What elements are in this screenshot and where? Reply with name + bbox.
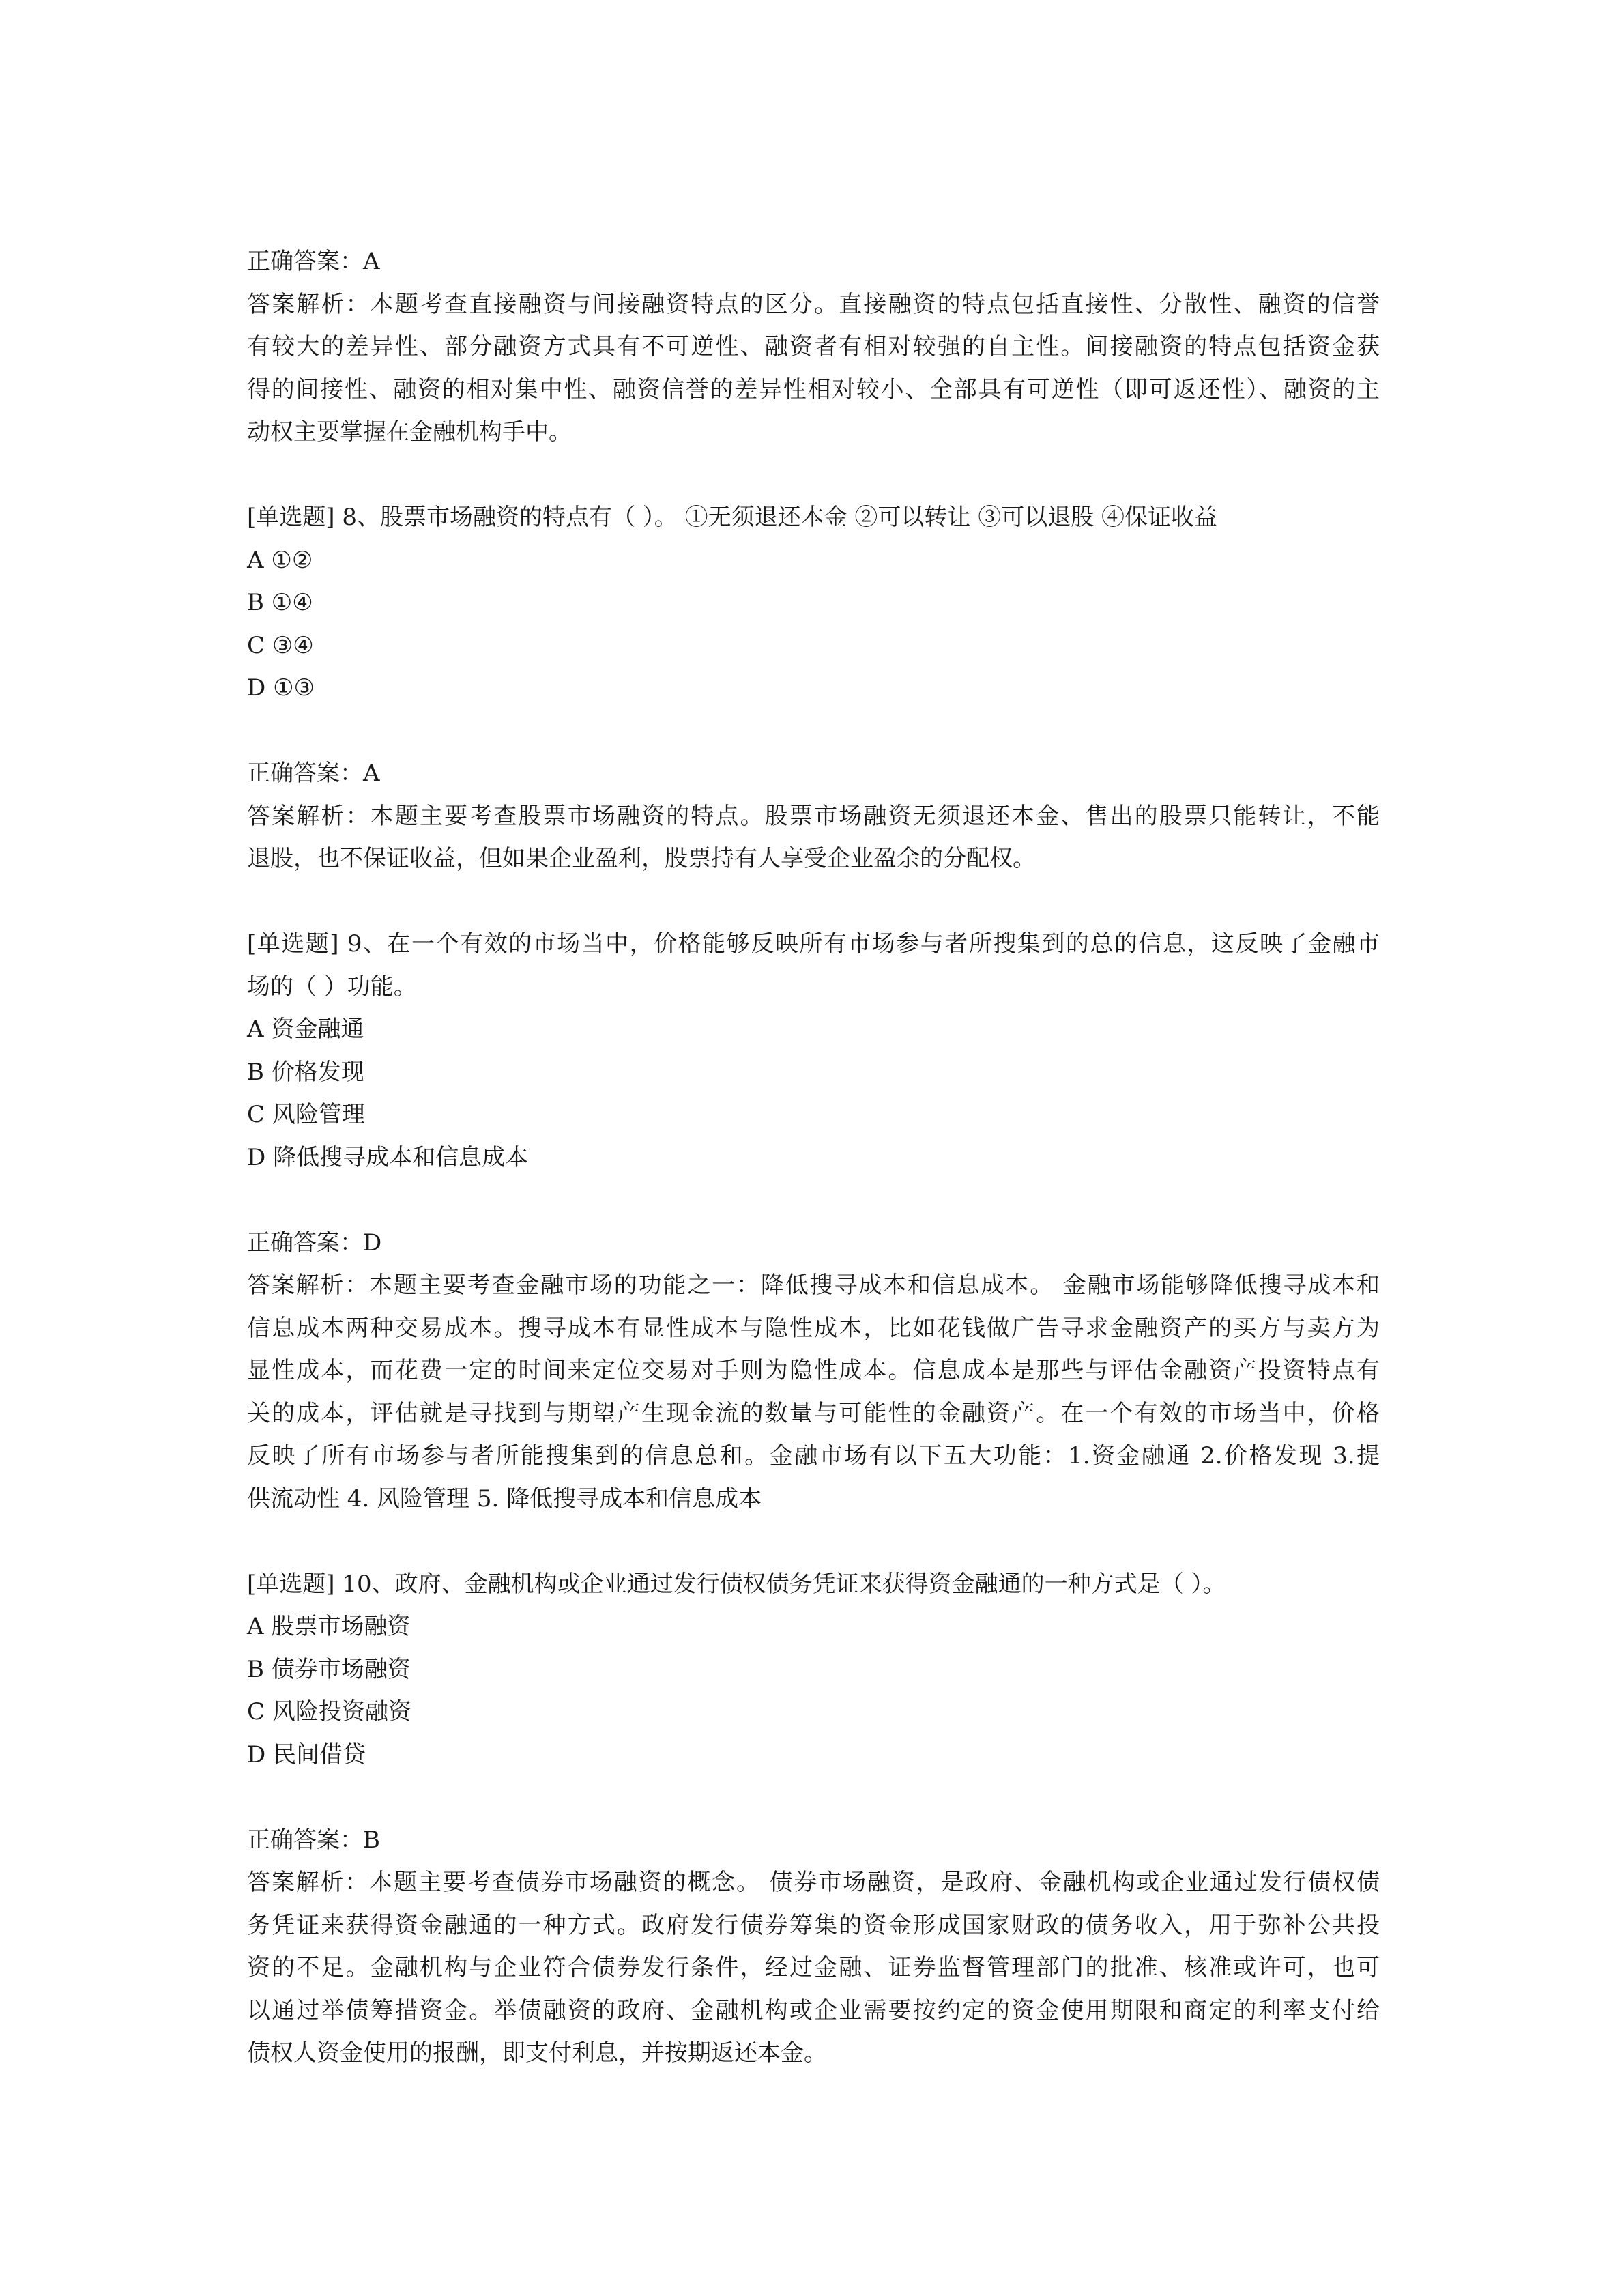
spacer bbox=[247, 454, 1380, 497]
correct-answer: 正确答案：A bbox=[247, 248, 380, 275]
option-c: C ③④ bbox=[247, 631, 314, 659]
correct-answer: 正确答案：A bbox=[247, 760, 380, 787]
analysis-line: 退股，也不保证收益，但如果企业盈利，股票持有人享受企业盈余的分配权。 bbox=[247, 845, 1036, 872]
question-text: [单选题] 10、政府、金融机构或企业通过发行债权债务凭证来获得资金融通的一种方式是（ ）。 bbox=[247, 1570, 1226, 1598]
analysis-line: 资的不足。金融机构与企业符合债券发行条件，经过金融、证券监督管理部门的批准、核准或许可，也可 bbox=[247, 1954, 1380, 1981]
spacer bbox=[247, 1776, 1380, 1819]
analysis-line: 反映了所有市场参与者所能搜集到的信息总和。金融市场有以下五大功能：1.资金融通 2.价格发现 3.提 bbox=[247, 1442, 1380, 1469]
question-block-q8 bbox=[247, 496, 1380, 880]
option-b: B 债券市场融资 bbox=[247, 1655, 411, 1683]
option-b: B ①④ bbox=[247, 589, 313, 616]
spacer bbox=[247, 1179, 1380, 1222]
question-block-q9 bbox=[247, 923, 1380, 1520]
option-a: A ①② bbox=[247, 546, 313, 574]
analysis-line: 答案解析：本题主要考查金融市场的功能之一：降低搜寻成本和信息成本。 金融市场能够降低搜寻成本和 bbox=[247, 1272, 1380, 1299]
analysis-line: 务凭证来获得资金融通的一种方式。政府发行债券筹集的资金形成国家财政的债务收入，用于弥补公共投 bbox=[247, 1911, 1380, 1939]
analysis-line: 显性成本，而花费一定的时间来定位交易对手则为隐性成本。信息成本是那些与评估金融资产投资特点有 bbox=[247, 1357, 1380, 1384]
spacer bbox=[247, 880, 1380, 923]
option-c: C 风险投资融资 bbox=[247, 1698, 411, 1725]
spacer bbox=[247, 710, 1380, 753]
option-c: C 风险管理 bbox=[247, 1101, 365, 1128]
option-d: D ①③ bbox=[247, 674, 315, 702]
option-a: A 股票市场融资 bbox=[247, 1613, 411, 1640]
question-text: [单选题] 8、股票市场融资的特点有（ ）。 ①无须退还本金 ②可以转让 ③可以退股 ④保证收益 bbox=[247, 504, 1218, 531]
analysis-line: 债权人资金使用的报酬，即支付利息，并按期返还本金。 bbox=[247, 2039, 827, 2067]
analysis-line: 答案解析：本题主要考查债券市场融资的概念。 债券市场融资，是政府、金融机构或企业通过发行债权债 bbox=[247, 1869, 1380, 1896]
spacer bbox=[247, 1520, 1380, 1563]
option-a: A 资金融通 bbox=[247, 1016, 364, 1043]
analysis-line: 答案解析：本题考查直接融资与间接融资特点的区分。直接融资的特点包括直接性、分散性、融资的信誉 bbox=[247, 290, 1380, 318]
correct-answer: 正确答案：D bbox=[247, 1229, 382, 1257]
analysis-line: 答案解析：本题主要考查股票市场融资的特点。股票市场融资无须退还本金、售出的股票只能转让，不能 bbox=[247, 802, 1380, 830]
correct-answer: 正确答案：B bbox=[247, 1826, 380, 1854]
option-d: D 民间借贷 bbox=[247, 1740, 366, 1768]
analysis-line: 动权主要掌握在金融机构手中。 bbox=[247, 418, 572, 446]
analysis-line: 关的成本，评估就是寻找到与期望产生现金流的数量与可能性的金融资产。在一个有效的市场当中，价格 bbox=[247, 1399, 1380, 1427]
analysis-line: 以通过举债筹措资金。举债融资的政府、金融机构或企业需要按约定的资金使用期限和商定的利率支付给 bbox=[247, 1996, 1380, 2024]
question-block-q10 bbox=[247, 1563, 1380, 2075]
analysis-line: 信息成本两种交易成本。搜寻成本有显性成本与隐性成本，比如花钱做广告寻求金融资产的买方与卖方为 bbox=[247, 1314, 1380, 1342]
option-b: B 价格发现 bbox=[247, 1058, 364, 1086]
document-content bbox=[247, 240, 1380, 2075]
option-d: D 降低搜寻成本和信息成本 bbox=[247, 1143, 529, 1171]
analysis-line: 得的间接性、融资的相对集中性、融资信誉的差异性相对较小、全部具有可逆性（即可返还性）、融资的主 bbox=[247, 375, 1380, 403]
answer-block-q7 bbox=[247, 240, 1380, 454]
analysis-line: 供流动性 4. 风险管理 5. 降低搜寻成本和信息成本 bbox=[247, 1484, 762, 1512]
analysis-line: 有较大的差异性、部分融资方式具有不可逆性、融资者有相对较强的自主性。间接融资的特点包括资金获 bbox=[247, 333, 1380, 360]
question-text: 场的（ ）功能。 bbox=[247, 973, 417, 1001]
question-text: [单选题] 9、在一个有效的市场当中，价格能够反映所有市场参与者所搜集到的总的信息，这反映了金融市 bbox=[247, 930, 1380, 958]
